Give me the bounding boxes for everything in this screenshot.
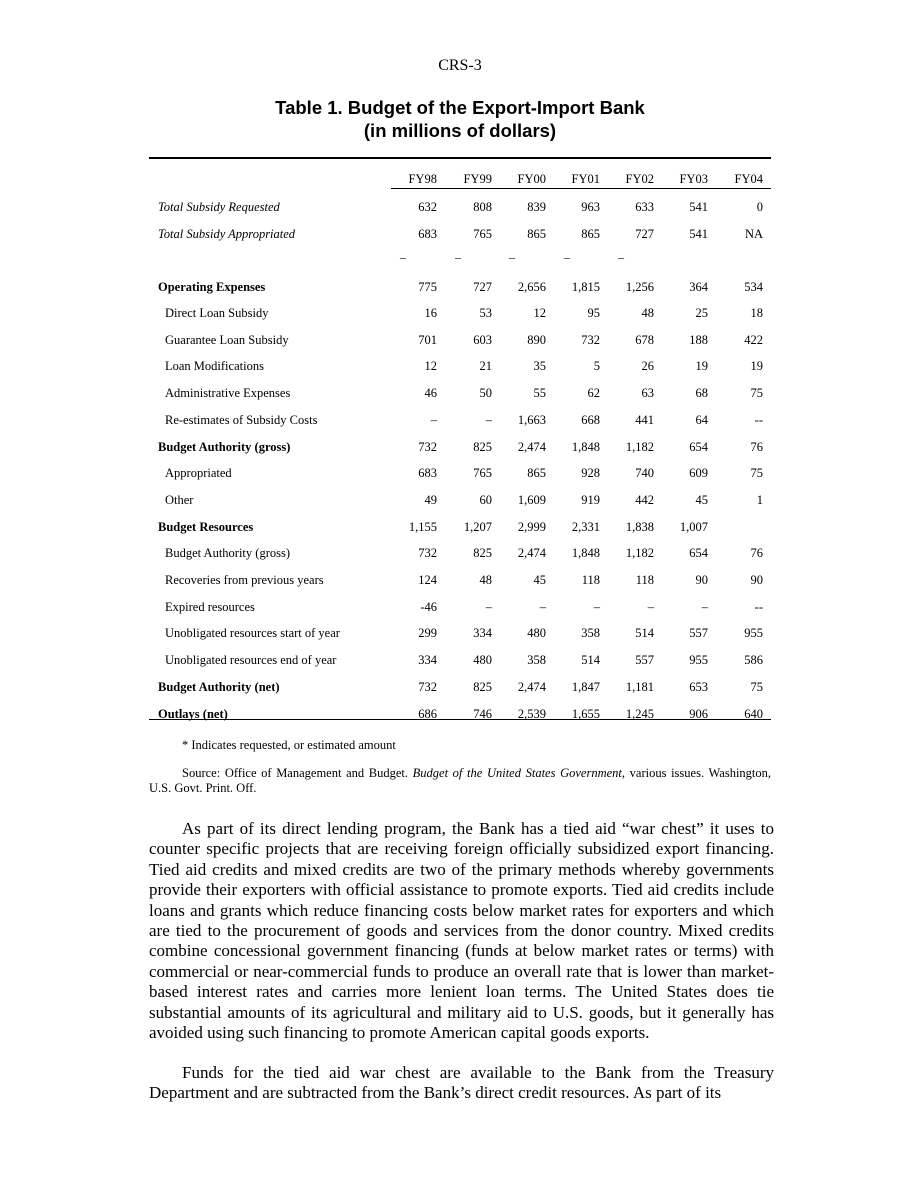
table-row (0, 493, 920, 509)
row-label: Total Subsidy Appropriated (158, 227, 296, 241)
table-cell: 75 (750, 386, 763, 400)
row-label: Total Subsidy Requested (158, 200, 280, 214)
table-cell: 49 (424, 493, 437, 507)
table-row (0, 306, 920, 322)
column-header: FY03 (679, 172, 708, 186)
table-cell: 55 (533, 386, 546, 400)
table-cell: 633 (635, 200, 654, 214)
table-row (0, 227, 920, 243)
separator-dash: – (455, 250, 461, 264)
table-cell: 654 (689, 546, 708, 560)
table-cell: 1,815 (571, 280, 600, 294)
row-label: Administrative Expenses (165, 386, 291, 400)
table-cell: 632 (418, 200, 437, 214)
table-cell: 654 (689, 440, 708, 454)
table-cell: 653 (689, 680, 708, 694)
separator-dash: – (564, 250, 570, 264)
table-cell: 865 (527, 227, 546, 241)
table-cell: 1,848 (571, 440, 600, 454)
footnote: * Indicates requested, or estimated amount (182, 738, 396, 752)
table-cell: 534 (744, 280, 763, 294)
table-cell: 2,474 (517, 440, 546, 454)
table-cell: 1 (756, 493, 763, 507)
table-cell: 1,847 (571, 680, 600, 694)
table-row (0, 440, 920, 456)
table-cell: -- (754, 600, 763, 614)
row-label: Appropriated (165, 466, 232, 480)
row-label: Budget Resources (158, 520, 254, 534)
row-label: Re-estimates of Subsidy Costs (165, 413, 318, 427)
table-cell: 358 (581, 626, 600, 640)
table-cell: 26 (641, 359, 654, 373)
table-title-main: Table 1. Budget of the Export-Import Bank (275, 97, 645, 118)
table-cell: 19 (695, 359, 708, 373)
row-label: Direct Loan Subsidy (165, 306, 269, 320)
table-cell: 60 (479, 493, 492, 507)
table-cell: 334 (418, 653, 437, 667)
table-cell: 640 (744, 707, 763, 721)
table-cell: 90 (695, 573, 708, 587)
table-cell: 955 (689, 653, 708, 667)
table-cell: 928 (581, 466, 600, 480)
table-cell: 740 (635, 466, 654, 480)
row-label: Loan Modifications (165, 359, 264, 373)
table-cell: 50 (479, 386, 492, 400)
table-cell: 2,539 (517, 707, 546, 721)
source-note (149, 766, 771, 796)
row-label: Expired resources (165, 600, 255, 614)
row-label: Other (165, 493, 194, 507)
table-cell: 62 (587, 386, 600, 400)
column-header: FY98 (408, 172, 437, 186)
table-cell: 825 (473, 546, 492, 560)
table-cell: -46 (420, 600, 437, 614)
table-cell: 514 (581, 653, 600, 667)
table-cell: 732 (418, 440, 437, 454)
table-cell: – (485, 413, 492, 427)
table-cell: 557 (635, 653, 654, 667)
table-row (0, 386, 920, 402)
table-cell: 1,182 (625, 546, 654, 560)
table-cell: 118 (581, 573, 600, 587)
table-cell: 839 (527, 200, 546, 214)
row-label: Budget Authority (gross) (165, 546, 290, 560)
table-cell: 53 (479, 306, 492, 320)
table-cell: 19 (750, 359, 763, 373)
table-cell: 2,656 (517, 280, 546, 294)
source-prefix: Source: Office of Management and Budget. (182, 766, 413, 780)
table-top-rule (149, 157, 771, 159)
table-cell: 609 (689, 466, 708, 480)
table-cell: – (485, 600, 492, 614)
table-cell: 2,999 (517, 520, 546, 534)
table-cell: 732 (581, 333, 600, 347)
table-cell: 48 (641, 306, 654, 320)
table-row (0, 200, 920, 216)
table-cell: 955 (744, 626, 763, 640)
table-cell: 865 (581, 227, 600, 241)
table-cell: 442 (635, 493, 654, 507)
table-cell: 45 (695, 493, 708, 507)
table-cell: 18 (750, 306, 763, 320)
table-cell: 1,848 (571, 546, 600, 560)
table-cell: 1,609 (517, 493, 546, 507)
table-cell: 732 (418, 680, 437, 694)
table-bottom-rule (149, 719, 771, 720)
table-cell: – (430, 413, 437, 427)
table-cell: -- (754, 413, 763, 427)
table-cell: 480 (527, 626, 546, 640)
column-header: FY00 (517, 172, 546, 186)
table-cell: 90 (750, 573, 763, 587)
table-cell: 727 (635, 227, 654, 241)
table-cell: 299 (418, 626, 437, 640)
table-cell: 541 (689, 227, 708, 241)
table-cell: 1,007 (679, 520, 708, 534)
table-cell: 765 (473, 466, 492, 480)
table-cell: 0 (756, 200, 763, 214)
source-title: Budget of the United States Government (412, 766, 622, 780)
table-cell: 1,838 (625, 520, 654, 534)
table-cell: 25 (695, 306, 708, 320)
table-cell: NA (744, 227, 763, 241)
table-cell: 1,256 (625, 280, 654, 294)
table-cell: 1,155 (408, 520, 437, 534)
table-cell: 75 (750, 680, 763, 694)
table-cell: – (701, 600, 708, 614)
table-row (0, 707, 920, 723)
row-label: Outlays (net) (158, 707, 228, 721)
row-label: Unobligated resources start of year (165, 626, 340, 640)
table-row (0, 680, 920, 696)
table-cell: 45 (533, 573, 546, 587)
table-cell: 775 (418, 280, 437, 294)
body-paragraph: Funds for the tied aid war chest are available to the Bank from the Treasury Department and are subtracted from the Bank’s direct credit resources. As part of its (149, 1063, 774, 1103)
table-header-row (0, 172, 920, 188)
row-label: Guarantee Loan Subsidy (165, 333, 289, 347)
table-cell: 364 (689, 280, 708, 294)
table-cell: 919 (581, 493, 600, 507)
table-cell: 603 (473, 333, 492, 347)
table-cell: 422 (744, 333, 763, 347)
table-cell: 2,474 (517, 546, 546, 560)
table-cell: 1,207 (463, 520, 492, 534)
body-paragraph: As part of its direct lending program, the Bank has a tied aid “war chest” it uses to counter specific projects that are receiving foreign officially subsidized export financing. Tied aid credits and mixed credits are two of the primary methods whereby governments provide their exporters with official assistance to promote exports. Tied aid credits include loans and grants which reduce financing costs below market rates for exporters and which are tied to the procurement of goods and services from the donor country. Mixed credits combine concessional government financing (funds at below market rates or terms) with commercial or near-commercial funds to produce an overall rate that is lower than market-based interest rates and carries more lenient loan terms. The United States does tie substantial amounts of its agricultural and military aid to U.S. goods, but it generally has avoided using such financing to promote American capital goods exports. (149, 819, 774, 1043)
table-cell: 48 (479, 573, 492, 587)
table-cell: – (539, 600, 546, 614)
separator-dash: – (509, 250, 515, 264)
table-cell: 963 (581, 200, 600, 214)
table-title (0, 96, 920, 142)
row-label: Unobligated resources end of year (165, 653, 337, 667)
table-cell: 358 (527, 653, 546, 667)
table-cell: – (647, 600, 654, 614)
table-row (0, 359, 920, 375)
table-cell: 765 (473, 227, 492, 241)
table-cell: 808 (473, 200, 492, 214)
table-cell: 118 (635, 573, 654, 587)
separator-dash: – (400, 250, 406, 264)
table-row (0, 466, 920, 482)
table-cell: 63 (641, 386, 654, 400)
table-cell: 12 (424, 359, 437, 373)
table-cell: 1,245 (625, 707, 654, 721)
table-cell: 668 (581, 413, 600, 427)
table-row (0, 600, 920, 616)
table-row (0, 653, 920, 669)
table-cell: 890 (527, 333, 546, 347)
table-cell: 541 (689, 200, 708, 214)
table-cell: 586 (744, 653, 763, 667)
table-cell: 825 (473, 680, 492, 694)
table-cell: 95 (587, 306, 600, 320)
table-cell: 75 (750, 466, 763, 480)
row-label: Recoveries from previous years (165, 573, 324, 587)
table-cell: 2,331 (571, 520, 600, 534)
table-cell: 21 (479, 359, 492, 373)
column-header: FY99 (463, 172, 492, 186)
table-cell: 1,181 (625, 680, 654, 694)
table-cell: 1,663 (517, 413, 546, 427)
table-cell: 727 (473, 280, 492, 294)
separator-dash: – (618, 250, 624, 264)
table-cell: 701 (418, 333, 437, 347)
table-row (0, 626, 920, 642)
table-cell: 732 (418, 546, 437, 560)
table-cell: 514 (635, 626, 654, 640)
table-cell: 334 (473, 626, 492, 640)
table-cell: 1,655 (571, 707, 600, 721)
table-cell: 746 (473, 707, 492, 721)
table-cell: 188 (689, 333, 708, 347)
row-label: Budget Authority (gross) (158, 440, 291, 454)
table-row (0, 280, 920, 296)
table-cell: 16 (424, 306, 437, 320)
table-row (0, 413, 920, 429)
row-label: Budget Authority (net) (158, 680, 280, 694)
table-row (0, 546, 920, 562)
table-title-units: (in millions of dollars) (363, 120, 557, 141)
source-suffix: , various issues. Washington, U.S. Govt. Print. Off. (149, 766, 772, 795)
table-row (0, 573, 920, 589)
table-cell: 1,182 (625, 440, 654, 454)
table-cell: 865 (527, 466, 546, 480)
table-row (0, 520, 920, 536)
table-cell: 5 (593, 359, 600, 373)
column-header-rule (391, 188, 771, 189)
column-header: FY01 (571, 172, 600, 186)
table-cell: 76 (750, 440, 763, 454)
table-cell: 825 (473, 440, 492, 454)
table-cell: 683 (418, 227, 437, 241)
table-cell: 557 (689, 626, 708, 640)
table-cell: 683 (418, 466, 437, 480)
table-cell: 76 (750, 546, 763, 560)
table-cell: 686 (418, 707, 437, 721)
table-cell: 68 (695, 386, 708, 400)
table-cell: – (593, 600, 600, 614)
table-cell: 35 (533, 359, 546, 373)
table-cell: 480 (473, 653, 492, 667)
table-cell: 46 (424, 386, 437, 400)
row-label: Operating Expenses (158, 280, 266, 294)
table-cell: 441 (635, 413, 654, 427)
table-cell: 64 (695, 413, 708, 427)
column-header: FY04 (734, 172, 763, 186)
table-row (0, 333, 920, 349)
table-cell: 12 (533, 306, 546, 320)
column-header: FY02 (625, 172, 654, 186)
table-cell: 2,474 (517, 680, 546, 694)
table-cell: 678 (635, 333, 654, 347)
table-cell: 124 (418, 573, 437, 587)
page-header: CRS-3 (438, 57, 482, 74)
separator-dashes (0, 250, 920, 264)
table-cell: 906 (689, 707, 708, 721)
